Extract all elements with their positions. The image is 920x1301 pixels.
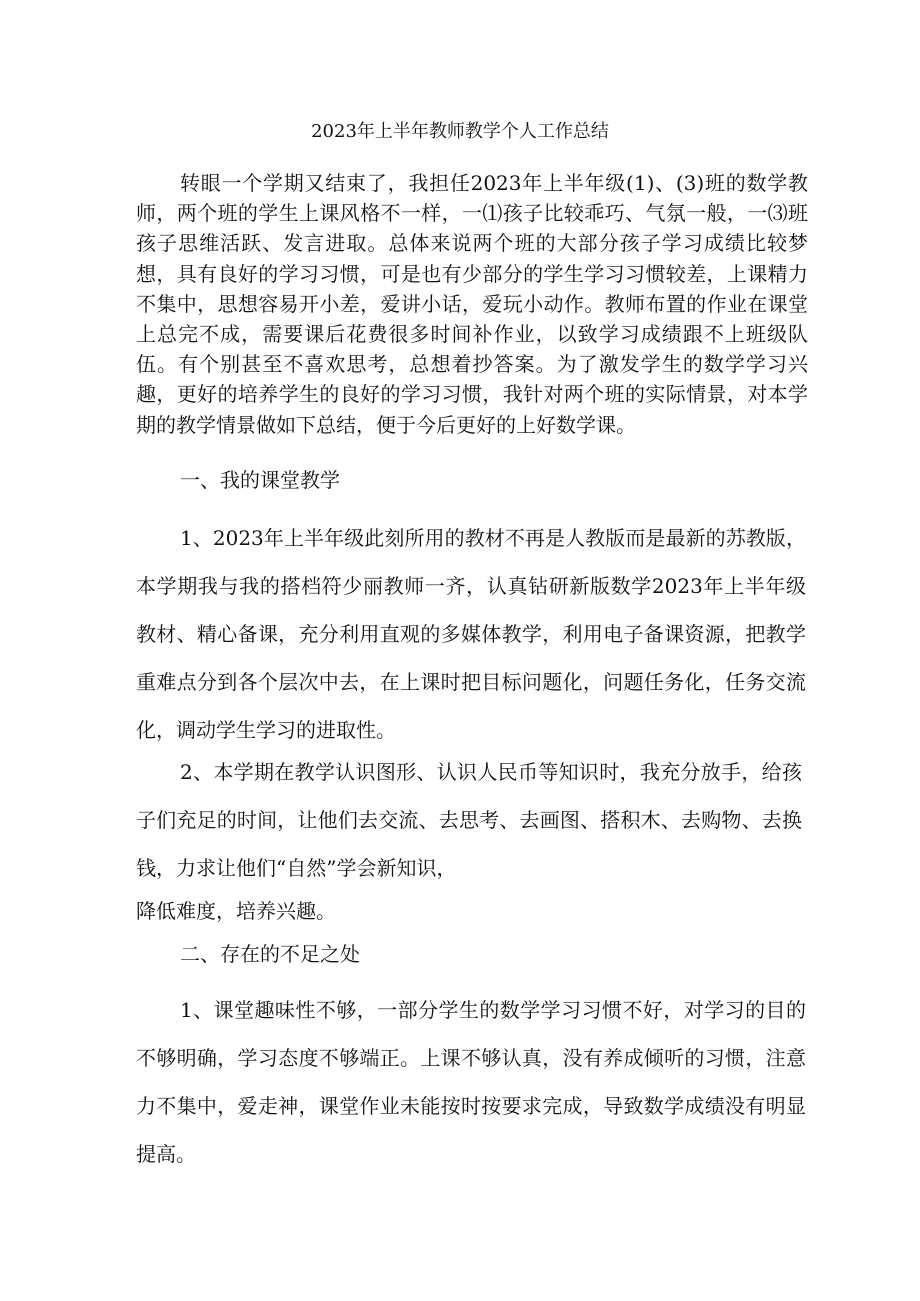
section1-paragraph-2-tail: 降低难度，培养兴趣。 bbox=[136, 899, 336, 923]
section2-paragraph-1: 1、课堂趣味性不够，一部分学生的数学学习习惯不好，对学习的目的不够明确，学习态度不够端正。上课不够认真，没有养成倾听的习惯，注意力不集中，爱走神，课堂作业未能按时按要求完成，导致数学成绩没有明显提高。 bbox=[136, 998, 806, 1166]
section1-paragraph-1: 1、2023年上半年级此刻所用的教材不再是人教版而是最新的苏教版，本学期我与我的搭档符少丽教师一齐，认真钻研新版数学2023年上半年级教材、精心备课，充分利用直观的多媒体教学，利用电子备课资源，把教学重难点分到各个层次中去，在上课时把目标问题化，问题任务化，任务交流化，调动学生学习的进取性。 bbox=[136, 526, 806, 742]
document-title: 2023年上半年教师教学个人工作总结 bbox=[311, 121, 609, 142]
section1-paragraph-2: 2、本学期在教学认识图形、认识人民币等知识时，我充分放手，给孩子们充足的时间，让他们去交流、去思考、去画图、搭积木、去购物、去换钱，力求让他们“自然”学会新知识， bbox=[136, 760, 802, 880]
intro-paragraph: 转眼一个学期又结束了，我担任2023年上半年级(1)、(3)班的数学教师，两个班的学生上课风格不一样，一⑴孩子比较乖巧、气氛一般，一⑶班孩子思维活跃、发言进取。总体来说两个班的大部分孩子学习成绩比较梦想，具有良好的学习习惯，可是也有少部分的学生学习习惯较差，上课精力不集中，思想容易开小差，爱讲小话，爱玩小动作。教师布置的作业在课堂上总完不成，需要课后花费很多时间补作业，以致学习成绩跟不上班级队伍。有个别甚至不喜欢思考，总想着抄答案。为了激发学生的数学学习兴趣，更好的培养学生的良好的学习习惯，我针对两个班的实际情景，对本学期的教学情景做如下总结，便于今后更好的上好数学课。 bbox=[136, 171, 808, 437]
section-heading-shortcomings: 二、存在的不足之处 bbox=[180, 942, 360, 966]
section-heading-classroom-teaching: 一、我的课堂教学 bbox=[180, 468, 340, 492]
